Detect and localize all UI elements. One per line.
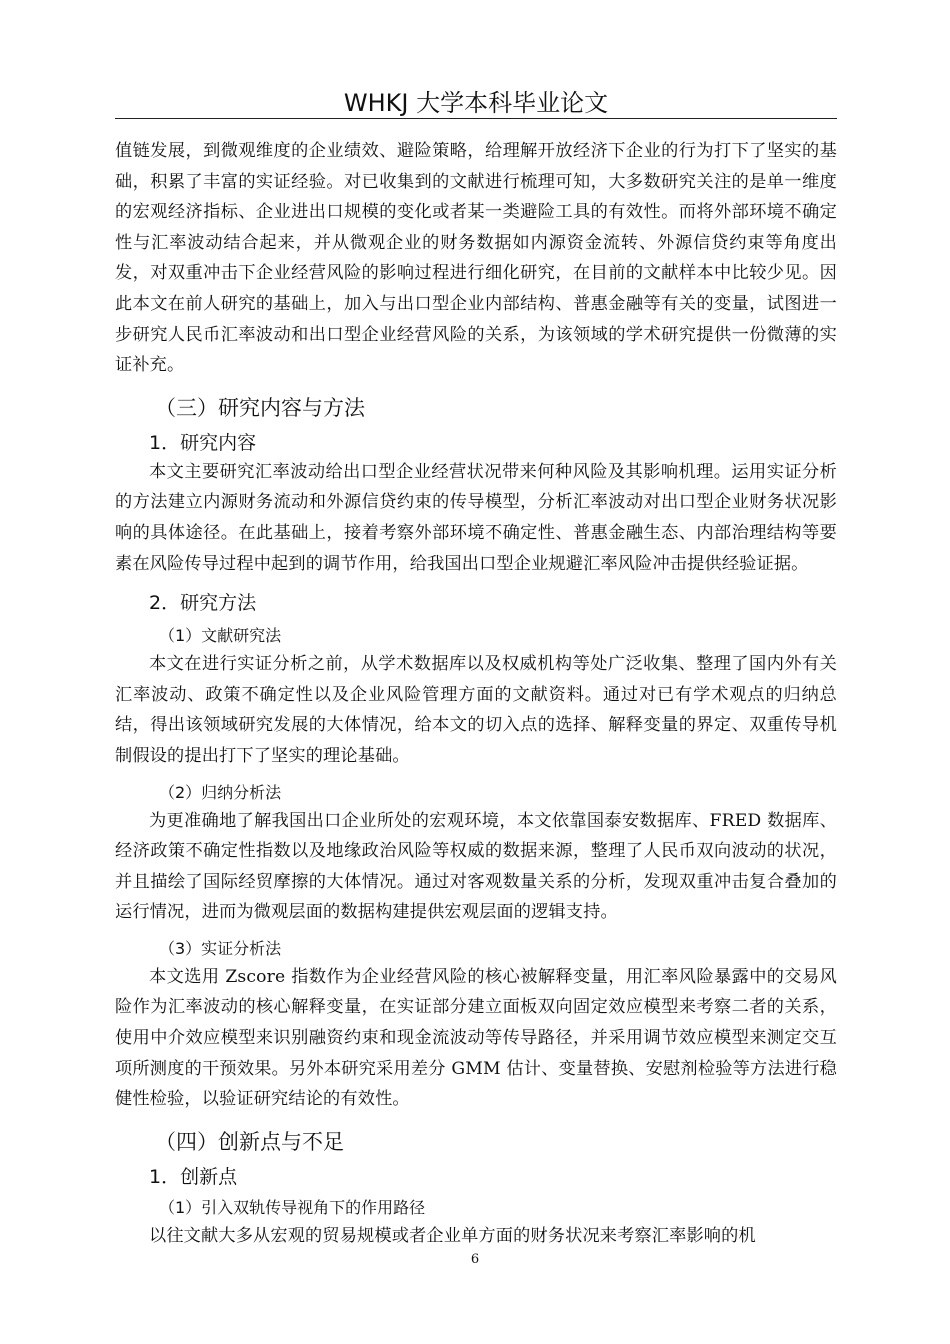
- header-rule: [115, 118, 837, 119]
- paragraph-innovation: 以往文献大多从宏观的贸易规模或者企业单方面的财务状况来考察汇率影响的机: [149, 1225, 756, 1246]
- section-heading-research-content-methods: （三）研究内容与方法: [155, 395, 365, 420]
- method-heading-inductive: （2）归纳分析法: [159, 782, 282, 802]
- method-heading-empirical: （3）实证分析法: [159, 938, 282, 958]
- paragraph-research-content: 本文主要研究汇率波动给出口型企业经营状况带来何种风险及其影响机理。运用实证分析的方法建立内源财务流动和外源信贷约束的传导模型，分析汇率波动对出口型企业财务状况影响的具体途径。在此基础上，接着考察外部环境不确定性、普惠金融生态、内部治理结构等要素在风险传导过程中起到的调节作用，给我国出口型企业规避汇率风险冲击提供经验证据。: [115, 461, 837, 574]
- section-heading-innovations-limitations: （四）创新点与不足: [155, 1129, 344, 1154]
- paragraph-continued: 值链发展，到微观维度的企业绩效、避险策略，给理解开放经济下企业的行为打下了坚实的基础，积累了丰富的实证经验。对已收集到的文献进行梳理可知，大多数研究关注的是单一维度的宏观经济指标、企业进出口规模的变化或者某一类避险工具的有效性。而将外部环境不确定性与汇率波动结合起来，并从微观企业的财务数据如内源资金流转、外源信贷约束等角度出发，对双重冲击下企业经营风险的影响过程进行细化研究，在目前的文献样本中比较少见。因此本文在前人研究的基础上，加入与出口型企业内部结构、普惠金融等有关的变量，试图进一步研究人民币汇率波动和出口型企业经营风险的关系，为该领域的学术研究提供一份微薄的实证补充。: [115, 141, 837, 376]
- page-body: [115, 136, 837, 1251]
- subsection-heading-innovations: 1．创新点: [149, 1165, 238, 1188]
- method-heading-literature: （1）文献研究法: [159, 626, 282, 646]
- running-header: WHKJ 大学本科毕业论文: [343, 89, 609, 117]
- subsection-heading-research-content: 1．研究内容: [149, 431, 257, 454]
- page-number: 6: [470, 1252, 480, 1267]
- paragraph-empirical-method: 本文选用 Zscore 指数作为企业经营风险的核心被解释变量，用汇率风险暴露中的交易风险作为汇率波动的核心解释变量，在实证部分建立面板双向固定效应模型来考察二者的关系，使用中介效应模型来识别融资约束和现金流波动等传导路径，并采用调节效应模型来测定交互项所测度的干预效果。另外本研究采用差分 GMM 估计、变量替换、安慰剂检验等方法进行稳健性检验，以验证研究结论的有效性。: [115, 966, 837, 1110]
- paragraph-literature-method: 本文在进行实证分析之前，从学术数据库以及权威机构等处广泛收集、整理了国内外有关汇率波动、政策不确定性以及企业风险管理方面的文献资料。通过对已有学术观点的归纳总结，得出该领域研究发展的大体情况，给本文的切入点的选择、解释变量的界定、双重传导机制假设的提出打下了坚实的理论基础。: [115, 654, 837, 766]
- innovation-heading-dual-track: （1）引入双轨传导视角下的作用路径: [159, 1197, 426, 1217]
- paragraph-inductive-method: 为更准确地了解我国出口企业所处的宏观环境，本文依靠国泰安数据库、FRED 数据库、经济政策不确定性指数以及地缘政治风险等权威的数据来源，整理了人民币双向波动的状况，并且描绘了国际经贸摩擦的大体情况。通过对客观数量关系的分析，发现双重冲击复合叠加的运行情况，进而为微观层面的数据构建提供宏观层面的逻辑支持。: [115, 810, 837, 923]
- subsection-heading-research-methods: 2．研究方法: [149, 592, 257, 615]
